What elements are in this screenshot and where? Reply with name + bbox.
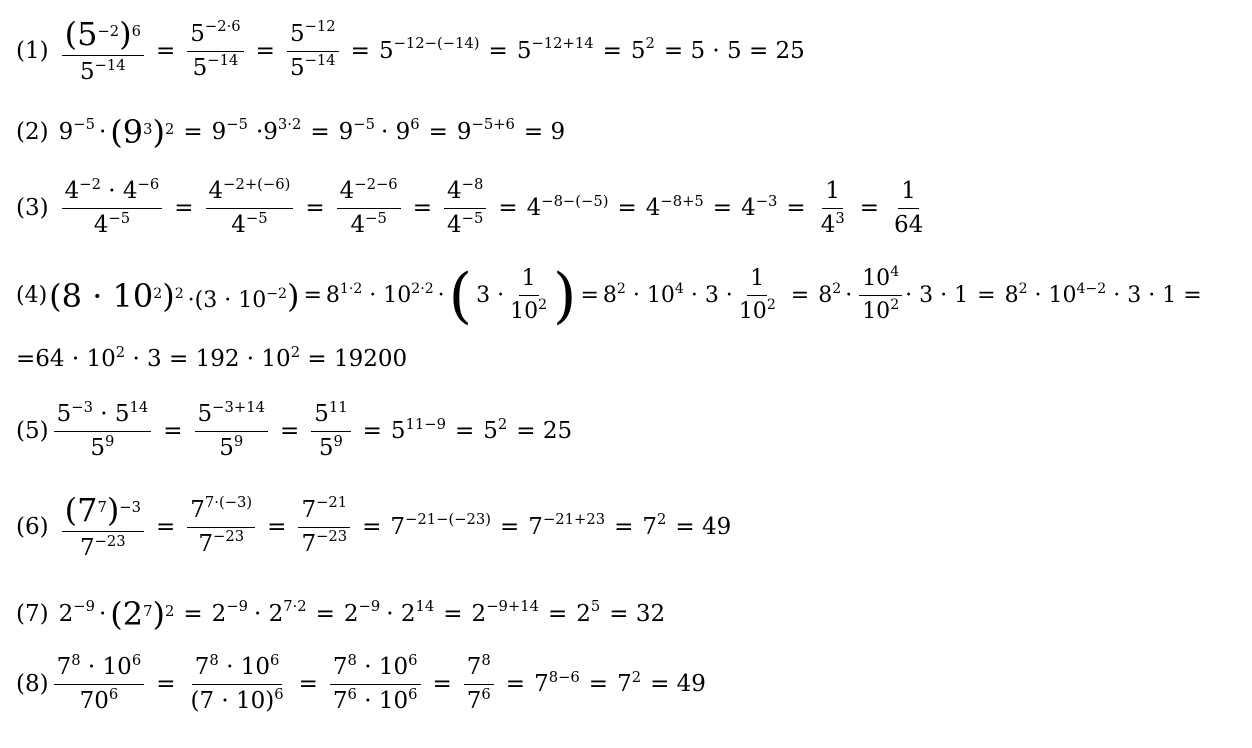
equals-sign: = bbox=[443, 600, 463, 627]
fraction bbox=[62, 175, 163, 238]
power-term: $2^{-9}$ bbox=[343, 598, 381, 627]
power-term: · $2^{14}$ bbox=[386, 598, 435, 627]
power-term: $5^2$ bbox=[483, 415, 508, 444]
denominator: $4^{-5}$ bbox=[231, 209, 268, 238]
multiply-dot: · bbox=[845, 282, 853, 308]
equation-number: (5) bbox=[16, 418, 49, 444]
equals-sign: = bbox=[614, 513, 634, 540]
numerator: $7^8 \cdot 10^6$ bbox=[192, 656, 283, 685]
fraction bbox=[464, 651, 494, 714]
denominator: $5^9$ bbox=[219, 432, 244, 461]
power-term: $5^{-12+14}$ bbox=[516, 35, 594, 64]
equals-sign: = bbox=[267, 513, 287, 540]
equals-sign: = bbox=[602, 37, 622, 64]
equals-sign: = bbox=[156, 37, 176, 64]
fraction bbox=[54, 398, 152, 461]
equals-sign: = bbox=[580, 282, 599, 308]
equation-6 bbox=[16, 491, 732, 561]
power-term: $=64 \cdot 10^2 \cdot 3 = 192 \cdot 10^2 = 19200$ bbox=[16, 343, 408, 372]
power-term: $5^2$ bbox=[630, 35, 655, 64]
power-term: $8^{1\cdot 2} \cdot 10^{2\cdot 2}$ bbox=[325, 280, 434, 308]
denominator: $7^{-23}$ bbox=[79, 532, 126, 561]
numerator: $4^{-2-6}$ bbox=[337, 180, 401, 209]
equation-number: (6) bbox=[16, 513, 49, 540]
equation-8 bbox=[16, 651, 706, 714]
equals-sign: = bbox=[786, 195, 806, 221]
power-term: $7^{8-6}$ bbox=[534, 668, 580, 697]
coefficient: · 3 · 1 bbox=[905, 282, 969, 308]
numerator: 1 bbox=[822, 180, 843, 209]
equals-sign: = bbox=[183, 600, 203, 627]
equals-sign: = bbox=[977, 282, 996, 308]
denominator: $4^{-5}$ bbox=[446, 209, 484, 238]
equals-sign: = bbox=[588, 671, 609, 697]
denominator: $5^9$ bbox=[90, 432, 115, 461]
power-term: $2^5$ bbox=[576, 598, 601, 627]
equation-number: (8) bbox=[16, 671, 49, 697]
coefficient: 3 · bbox=[476, 282, 505, 308]
fraction bbox=[187, 494, 255, 557]
equals-sign: = bbox=[859, 195, 879, 221]
equals-sign: = bbox=[255, 37, 275, 64]
numerator: $4^{-8}$ bbox=[444, 180, 486, 209]
fraction bbox=[54, 651, 145, 714]
equation-number: (3) bbox=[16, 195, 49, 221]
fraction bbox=[444, 175, 486, 238]
equals-sign: = bbox=[547, 600, 568, 627]
denominator: $(7 \cdot 10)^6$ bbox=[190, 685, 284, 714]
power-term: $7^2$ bbox=[642, 511, 667, 540]
power-term: $7^2$ bbox=[617, 668, 642, 697]
power-term: $(8 \cdot 10^2)^2$ bbox=[49, 276, 184, 315]
equals-sign: = bbox=[156, 513, 176, 540]
equals-sign: = bbox=[498, 195, 518, 221]
denominator: $5^{-14}$ bbox=[289, 52, 336, 81]
numerator: $5^{-2\cdot 6}$ bbox=[187, 23, 243, 52]
denominator: $10^2$ bbox=[510, 297, 548, 324]
equals-sign: = bbox=[790, 282, 810, 308]
power-term: $9^{-5+6}$ bbox=[456, 116, 515, 145]
fraction bbox=[62, 15, 144, 85]
equals-sign: = bbox=[303, 282, 322, 308]
fraction bbox=[287, 18, 339, 81]
equation-number: (1) bbox=[16, 37, 49, 64]
equals-sign: = bbox=[298, 671, 318, 697]
equals-sign: = bbox=[183, 118, 203, 145]
equation-number: (7) bbox=[16, 600, 49, 627]
numerator: $(5^{-2})^6$ bbox=[62, 18, 144, 56]
denominator: $7^6 \cdot 10^6$ bbox=[332, 685, 418, 714]
numerator: $4^{-2} \cdot 4^{-6}$ bbox=[62, 180, 163, 209]
denominator: $7^{-23}$ bbox=[301, 528, 348, 557]
equals-sign: = bbox=[310, 118, 330, 145]
numerator: $5^{-3} \cdot 5^{14}$ bbox=[54, 403, 152, 432]
power-term: $8^2$ bbox=[818, 280, 842, 308]
power-term: $2^{-9+14}$ bbox=[471, 598, 539, 627]
fraction bbox=[187, 651, 286, 714]
power-term: $8^2 \cdot 10^4 \cdot 3$ · bbox=[602, 280, 733, 308]
power-term: $\cdot 9^{3\cdot 2}$ bbox=[255, 116, 302, 145]
fraction bbox=[298, 494, 350, 557]
equals-sign: = bbox=[163, 418, 183, 444]
fraction bbox=[859, 264, 902, 324]
equals-sign: = bbox=[174, 195, 194, 221]
denominator: $7^6$ bbox=[466, 685, 491, 714]
equals-sign: = bbox=[500, 513, 520, 540]
power-term: $9^{-5}$ bbox=[211, 116, 248, 145]
fraction bbox=[337, 175, 401, 238]
denominator: 64 bbox=[893, 212, 924, 238]
numerator: $7^{7\cdot(-3)}$ bbox=[187, 499, 255, 528]
result-text: = 32 bbox=[609, 600, 666, 627]
result-text: = 5 · 5 = 25 bbox=[663, 37, 805, 64]
result-text: = 49 bbox=[675, 513, 732, 540]
equals-sign: = bbox=[712, 195, 733, 221]
numerator: 1 bbox=[519, 268, 539, 296]
multiply-dot: · bbox=[98, 118, 107, 145]
equals-sign: = bbox=[505, 671, 526, 697]
equation-number: (2) bbox=[16, 118, 49, 145]
equals-sign: = bbox=[454, 418, 475, 444]
denominator: $5^9$ bbox=[318, 432, 343, 461]
numerator: $7^8 \cdot 10^6$ bbox=[330, 656, 421, 685]
power-term: $2^{-9}$ bbox=[58, 598, 95, 627]
fraction bbox=[187, 18, 243, 81]
fraction bbox=[195, 398, 268, 461]
equals-sign: = bbox=[315, 600, 335, 627]
power-term: $9^{-5}$ bbox=[338, 116, 375, 145]
denominator: $7^{-23}$ bbox=[198, 528, 245, 557]
denominator: $4^{-5}$ bbox=[93, 209, 131, 238]
power-term: · $9^6$ bbox=[380, 116, 420, 145]
fraction bbox=[330, 651, 421, 714]
numerator: $10^4$ bbox=[859, 268, 902, 296]
numerator: $5^{11}$ bbox=[311, 403, 350, 432]
result-text: = 25 bbox=[516, 418, 573, 444]
fraction bbox=[206, 175, 294, 238]
denominator: $10^2$ bbox=[738, 297, 776, 324]
numerator: $(7^7)^{-3}$ bbox=[62, 494, 144, 532]
fraction bbox=[736, 268, 779, 323]
power-term: $4^{-8+5}$ bbox=[645, 192, 704, 221]
numerator: $7^8$ bbox=[464, 656, 494, 685]
equation-5 bbox=[16, 398, 573, 461]
numerator: $5^{-12}$ bbox=[287, 23, 339, 52]
power-term: $9^{-5}$ bbox=[58, 116, 95, 145]
equation-4-continued bbox=[16, 343, 408, 372]
equals-sign: = bbox=[617, 195, 637, 221]
power-term: · $2^{7\cdot 2}$ bbox=[253, 598, 307, 627]
equals-sign: = bbox=[279, 418, 300, 444]
equation-2 bbox=[16, 113, 566, 151]
result-text: = 49 bbox=[650, 671, 706, 697]
power-term: $8^2 \cdot 10^{4-2} \cdot 3 \cdot 1$ = bbox=[1004, 280, 1202, 308]
equals-sign: = bbox=[432, 671, 452, 697]
multiply-dot: · bbox=[437, 282, 445, 308]
fraction bbox=[891, 180, 926, 237]
power-term: $\cdot(3 \cdot 10^{-2})$ bbox=[187, 276, 300, 315]
multiply-dot: · bbox=[98, 600, 107, 627]
equals-sign: = bbox=[362, 513, 382, 540]
numerator: $7^8 \cdot 10^6$ bbox=[54, 656, 145, 685]
power-term: $2^{-9}$ bbox=[211, 598, 248, 627]
right-paren: ) bbox=[553, 260, 577, 331]
power-term: $(9^3)^2$ bbox=[110, 113, 175, 151]
left-paren: ( bbox=[448, 260, 473, 331]
numerator: $7^{-21}$ bbox=[298, 499, 350, 528]
denominator: $4^3$ bbox=[820, 209, 845, 238]
fraction bbox=[62, 491, 144, 561]
equals-sign: = bbox=[156, 671, 176, 697]
equation-1 bbox=[16, 15, 805, 85]
power-term: $4^{-8-(-5)}$ bbox=[526, 192, 609, 221]
equals-sign: = bbox=[305, 195, 325, 221]
equation-7 bbox=[16, 595, 666, 633]
power-term: $(2^7)^2$ bbox=[110, 595, 175, 633]
fraction bbox=[507, 268, 550, 323]
power-term: $7^{-21-(-23)}$ bbox=[390, 511, 492, 540]
equals-sign: = bbox=[412, 195, 432, 221]
equals-sign: = bbox=[350, 37, 370, 64]
numerator: 1 bbox=[898, 180, 919, 209]
denominator: $10^2$ bbox=[862, 297, 900, 324]
equation-number: (4) bbox=[16, 282, 48, 308]
denominator: $5^{-14}$ bbox=[79, 56, 126, 85]
power-term: $7^{-21+23}$ bbox=[528, 511, 606, 540]
equals-sign: = bbox=[362, 418, 382, 444]
denominator: $5^{-14}$ bbox=[192, 52, 239, 81]
denominator: $4^{-5}$ bbox=[350, 209, 387, 238]
numerator: $4^{-2+(-6)}$ bbox=[206, 180, 294, 209]
numerator: 1 bbox=[747, 268, 767, 296]
power-term: $5^{11-9}$ bbox=[390, 415, 446, 444]
power-term: $4^{-3}$ bbox=[741, 192, 778, 221]
denominator: $70^6$ bbox=[79, 685, 119, 714]
equals-sign: = bbox=[488, 37, 508, 64]
equation-4 bbox=[16, 260, 1202, 331]
equation-3 bbox=[16, 175, 929, 238]
fraction bbox=[818, 180, 848, 237]
result-text: = 9 bbox=[523, 118, 566, 145]
fraction bbox=[311, 398, 350, 461]
power-term: $5^{-12-(-14)}$ bbox=[378, 35, 480, 64]
numerator: $5^{-3+14}$ bbox=[195, 403, 268, 432]
equals-sign: = bbox=[428, 118, 448, 145]
